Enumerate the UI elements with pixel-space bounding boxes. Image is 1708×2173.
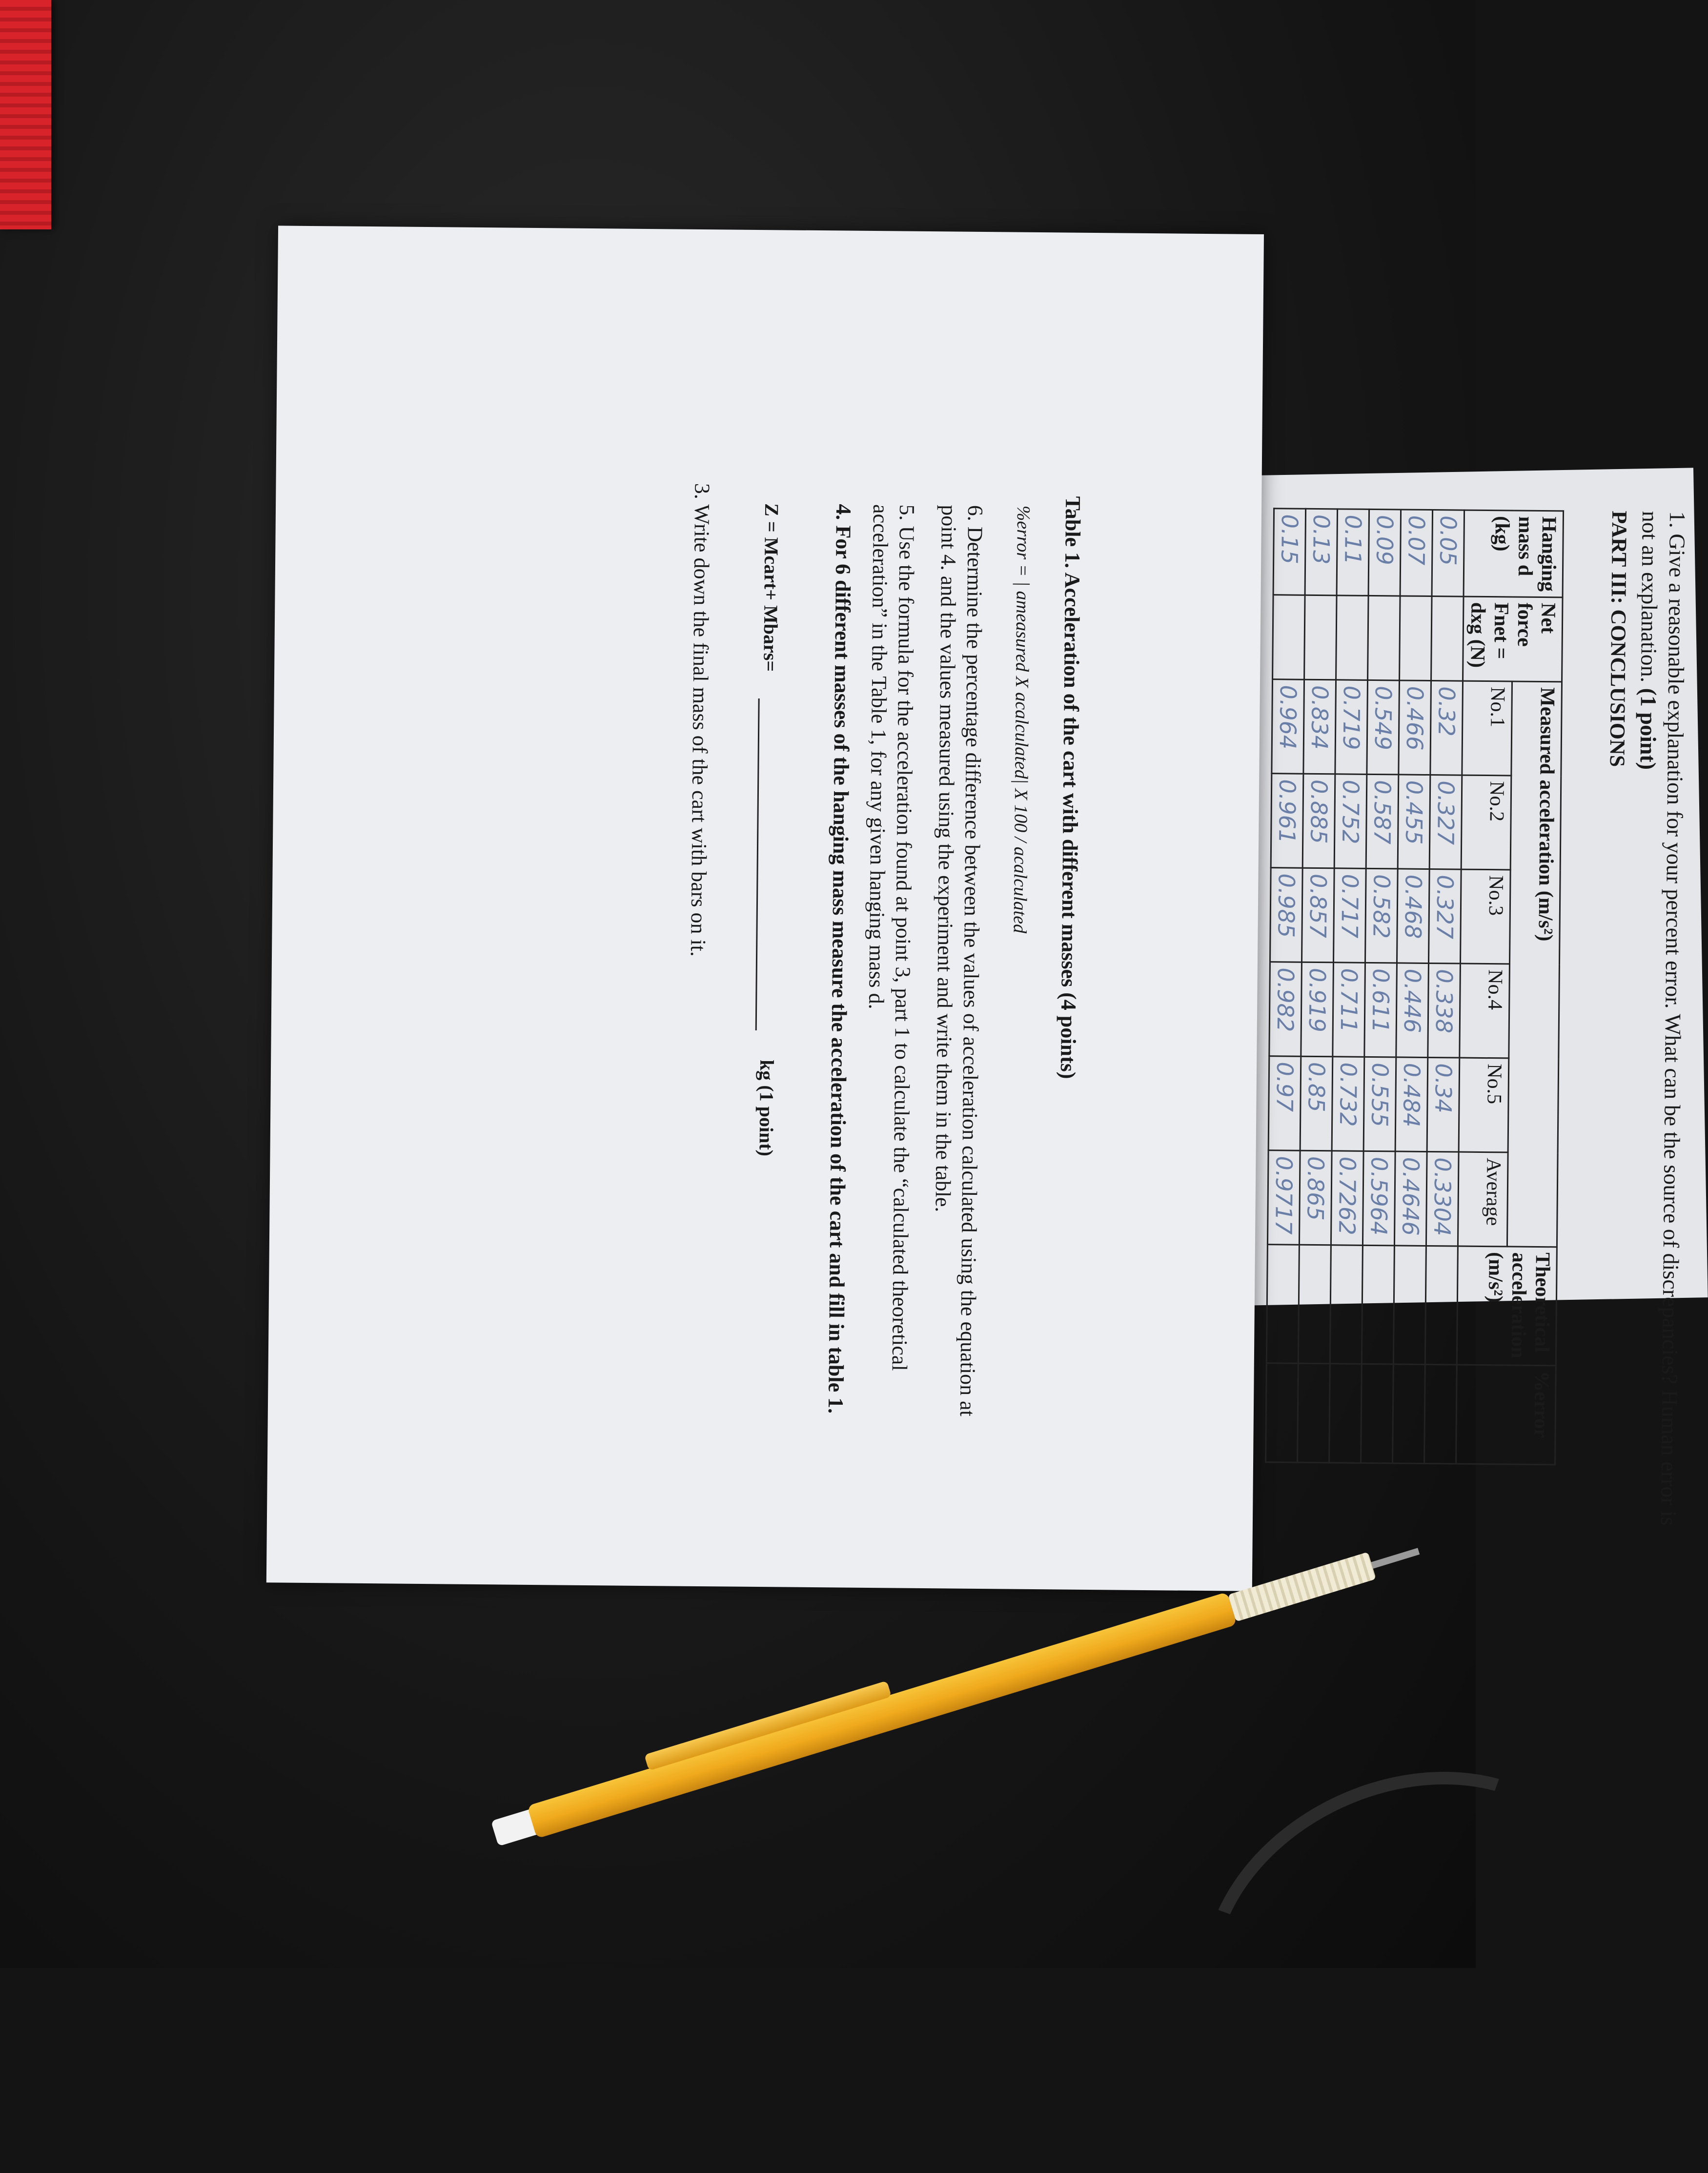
cell-no4: 0.919 [1301,962,1334,1057]
cell-net [1273,595,1305,680]
cell-error [1393,1364,1425,1464]
cell-no4: 0.982 [1269,962,1302,1057]
cell-mass: 0.05 [1432,510,1464,597]
cell-error [1266,1363,1299,1463]
cell-average: 0.865 [1299,1150,1332,1245]
cell-net [1431,596,1464,681]
subheader-no4: No.4 [1460,964,1510,1058]
cell-no3: 0.582 [1365,868,1398,963]
cell-net [1336,595,1369,680]
cell-error [1361,1364,1394,1463]
conclusion-points: (1 point) [1635,688,1661,770]
question-6: 6. Determine the percentage difference between the values of acceleration calculated using the equation at point 4. and the values measured using the experiment and write them in the table. [931,505,988,1417]
cell-no3: 0.985 [1270,868,1302,963]
cell-no3: 0.468 [1397,869,1429,964]
subheader-no3: No.3 [1460,869,1510,964]
cell-no1: 0.549 [1367,680,1400,775]
table-title: Table 1. Acceleration of the cart with different masses (4 points) [1056,496,1085,1079]
cell-no4: 0.446 [1396,963,1429,1058]
cell-no5: 0.97 [1268,1056,1301,1151]
cell-average: 0.7262 [1331,1151,1363,1246]
part-3-title: PART III: CONCLUSIONS [1605,511,1632,767]
cell-no3: 0.857 [1301,868,1334,963]
cell-mass: 0.09 [1368,509,1401,596]
cell-no1: 0.466 [1399,680,1431,775]
worksheet-paper [266,226,1690,1591]
cell-no5: 0.555 [1363,1057,1396,1151]
cell-no2: 0.752 [1334,774,1367,869]
percent-error-formula: %error = | ameasured X acalculated| X 100 / acalculated [1009,505,1034,934]
cell-theoretical [1393,1246,1426,1365]
cell-theoretical [1298,1245,1331,1364]
cell-no2: 0.885 [1302,774,1335,868]
cell-no5: 0.34 [1427,1058,1460,1152]
cell-no4: 0.338 [1428,964,1461,1058]
cell-error [1424,1365,1457,1464]
cell-average: 0.9717 [1267,1150,1300,1245]
cell-no5: 0.732 [1332,1057,1364,1151]
cell-no2: 0.327 [1429,775,1462,870]
cell-no4: 0.711 [1333,963,1365,1057]
cell-no3: 0.327 [1428,869,1461,964]
z-unit: kg (1 point) [755,1059,778,1157]
cell-no4: 0.611 [1364,963,1397,1057]
red-strap [0,0,51,229]
cell-theoretical [1330,1245,1362,1364]
question-4: 4. For 6 different masses of the hanging mass measure the acceleration of the cart and fill in table 1. [823,504,856,1414]
cell-no2: 0.961 [1271,774,1303,868]
header-hanging-mass: Hanging mass d (kg) [1464,510,1564,597]
table-header-row [1505,511,1564,1465]
cell-no3: 0.717 [1333,868,1366,963]
cell-net [1304,595,1337,680]
cell-theoretical [1425,1246,1458,1365]
conclusion-question-1 [1627,511,1691,1537]
cell-net [1368,595,1401,680]
cell-no1: 0.719 [1335,680,1368,775]
cell-error [1329,1364,1362,1463]
cell-average: 0.5964 [1362,1151,1395,1246]
cell-no2: 0.455 [1398,775,1430,869]
cell-mass: 0.15 [1273,509,1306,595]
cell-theoretical [1266,1245,1299,1364]
cell-net [1400,596,1432,681]
acceleration-table [1265,508,1564,1465]
cell-no1: 0.964 [1272,679,1304,774]
cell-mass: 0.11 [1337,509,1369,596]
question-5: 5. Use the formula for the acceleration found at point 3, part 1 to calculate the “calculated theoretical acceleration” in the Table 1, for any given hanging mass d. [864,504,919,1371]
question-3: 3. Write down the final mass of the cart with bars on it. [686,483,714,957]
cell-mass: 0.13 [1305,509,1338,595]
cell-no5: 0.484 [1395,1057,1428,1152]
header-error: %error [1456,1365,1556,1465]
subheader-no2: No.2 [1461,775,1511,870]
cell-theoretical [1362,1245,1394,1364]
cell-average: 0.3304 [1426,1152,1459,1247]
cell-no1: 0.834 [1303,679,1336,774]
header-net-force: Net force Fnet = dxg (N) [1463,596,1563,682]
header-measured: Measured acceleration (m/s²) [1507,681,1562,1247]
cell-average: 0.4646 [1394,1151,1427,1246]
cell-no5: 0.85 [1300,1056,1333,1151]
pencil-tip [1371,1548,1420,1569]
cell-error [1298,1363,1330,1463]
subheader-no1: No.1 [1462,681,1512,776]
conclusion-question-text: 1. Give a reasonable explanation for your percent error. What can be the source of discrepancies? Human error is not an explanation. [1636,511,1690,1526]
z-answer-blank [755,698,760,1030]
cell-no2: 0.587 [1366,774,1399,869]
subheader-no5: No.5 [1459,1058,1509,1152]
cell-mass: 0.07 [1400,510,1433,596]
header-theoretical: Theoretical acceleration (m/s²) [1457,1246,1557,1366]
z-formula-label: Z = Mcart+ Mbars= [759,503,783,672]
cell-no1: 0.32 [1430,681,1463,776]
pencil-body [527,1592,1237,1838]
subheader-average: Average [1458,1152,1508,1247]
cable [1148,1709,1659,2173]
